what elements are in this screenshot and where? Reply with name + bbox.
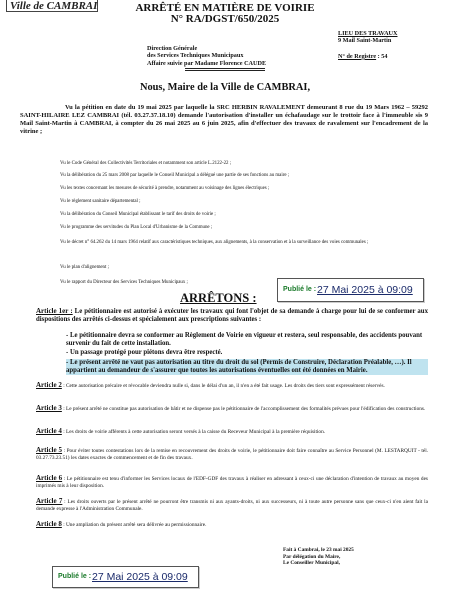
legal-basis-item: Vu les textes concernant les mesures de sécurité à prendre, notamment au voisinage des lignes électriques ; [60,186,270,191]
case-handler: Affaire suivie par Madame Florence CAUDE [147,59,267,67]
article-5 [36,447,428,461]
prescription-item: - Le pétitionnaire devra se conformer au Règlement de Voirie en vigueur et restera, seul responsable, des accidents pouvant survenir du fait de cette installation. [66,332,423,348]
legal-basis-item: Vu la délibération du 25 mars 2008 par laquelle le Conseil Municipal a délégué une partie de ses fonctions au maire ; [60,173,290,178]
article-label: Article 8 [36,520,62,528]
article-text: Le pétitionnaire est autorisé à exécuter les travaux qui font l'objet de sa demande à charge pour lui de se conformer aux dispositions des arrêtés ci-dessus et spécialement aux prescriptions suivantes : [36,308,428,324]
department-block [147,45,266,67]
article-label: Article 7 [36,497,63,505]
article-2 [36,382,428,390]
article-text: : Une ampliation du présent arrêté sera délivrée au permissionnaire. [63,522,207,528]
publication-label: Publié le : [58,573,92,580]
legal-basis-item: Vu la délibération du Conseil Municipal établissant le tarif des droits de voirie ; [60,212,216,217]
article-text: : Cette autorisation précaire et révocable deviendra nulle si, dans le délai d'un an, il n'en a été fait usage. Les droits des tiers sont expressément réservés. [63,383,385,389]
registry-value: : 54 [377,52,388,60]
legal-basis-item: Vu le décret n° 64.262 du 14 mars 1964 relatif aux caractéristiques techniques, aux alignements, à la conservation et à la surveillance des voies communales ; [60,240,369,245]
registry-label: N° de Registre [338,52,377,60]
article-label: Article 6 [36,474,63,482]
article-text: : Les droits ouverts par le présent arrêté ne pourront être transmis ni aux ayants-droits, ni aux successeurs, ni à toute autre personne sans que ceux-ci n'en aient fait la demande expresse à l'Administration Communale. [36,499,428,512]
legal-basis-item: Vu le rapport du Directeur des Services Techniques Municipaux ; [60,280,188,285]
works-location-block [338,30,398,60]
prescription-item: - Un passage protégé pour piétons devra être respecté. [66,349,223,356]
article-text: : Les droits de voirie afférents à cette autorisation seront versés à la caisse du Receveur Municipal à la première réquisition. [63,429,326,435]
legal-basis-item: Vu le programme des servitudes du Plan Local d'Urbanisme de la Commune ; [60,225,213,230]
article-8 [36,521,276,529]
article-label: Article 3 [36,404,62,412]
publication-stamp [52,566,199,588]
signature-place-date: Fait à Cambrai, le 23 mai 2025 [283,547,354,553]
legal-basis-item: Vu le Code Général des Collectivités Territoriales et notamment son article L.2122-22 ; [60,161,232,166]
article-3 [36,405,428,413]
permit-notice-highlight: - Le présent arrêté ne vaut pas autorisation au titre du droit du sol (Permis de Construire, Déclaration Préalable, …). Il appartient au demandeur de s'assurer que toutes les autorisations éventuelles ont été données en Mairie. [66,359,428,375]
document-title: ARRÊTÉ EN MATIÈRE DE VOIRIE [135,2,315,14]
legal-basis-item: Vu le plan d'alignement ; [60,265,109,270]
logo-text: Ville de CAMBRAI [10,0,98,12]
article-7 [36,498,428,512]
article-1 [36,307,428,324]
separator-line [185,68,265,69]
article-4 [36,428,428,436]
legal-basis-item: Vu le règlement sanitaire départemental ; [60,199,141,204]
decree-heading: ARRÊTONS : [180,291,257,305]
works-location-label: LIEU DES TRAVAUX [338,30,398,37]
publication-label: Publié le : [283,286,317,293]
article-text: : Le présent arrêté ne constitue pas autorisation de bâtir et ne dispense pas le pétitionnaire de l'accomplissement des formalités prévues pour l'édification des constructions. [63,406,426,412]
department-line-2: des Services Techniques Municipaux [147,52,244,60]
publication-date: 27 Mai 2025 à 09:09 [317,284,413,296]
article-label: Article 1er : [36,307,73,315]
registry-number [338,53,398,60]
department-line-1: Direction Générale [147,45,198,52]
signature-title: Le Conseiller Municipal, [283,560,340,567]
document-number: N° RA/DGST/650/2025 [170,13,280,25]
article-label: Article 4 [36,427,62,435]
separator-line-2 [185,70,265,71]
mayor-heading: Nous, Maire de la Ville de CAMBRAI, [139,82,311,93]
signature-block [283,547,354,567]
publication-date: 27 Mai 2025 à 09:09 [92,571,188,583]
petition-paragraph: Vu la pétition en date du 19 mai 2025 par laquelle la SRC HERBIN RAVALEMENT demeurant 8 rue du 19 Mars 1962 – 59292 SAINT-HILAIRE LEZ CAMBRAI (tél. 03.27.37.18.10) demande l'autorisation d'installer un échafaudage sur le trottoir face à l'immeuble sis 9 Mail Saint-Martin à CAMBRAI, à compter du 26 mai 2025 au 6 juin 2025, afin d'effectuer des travaux de ravalement sur l'encadrement de la vitrine ; [20,104,428,135]
works-location-value: 9 Mail Saint-Martin [338,37,392,45]
article-6 [36,475,428,489]
article-text: : Pour éviter toutes contestations lors de la remise en recouvrement des droits de voirie, le pétitionnaire doit faire connaître au Service Personnel (M. LESTARQUIT - tél. 03.27.73.23.51) les dates exactes de commencement et de fin des travaux. [36,448,428,461]
signature-delegation: Par délégation du Maire, [283,553,341,560]
article-label: Article 5 [36,446,63,454]
article-text: : Le pétitionnaire est tenu d'informer les Services locaux de l'EDF-GDF des travaux à réaliser en adressant à ceux-ci une déclaration d'intention de travaux au moyen des imprimés mis à leur disposition. [36,476,428,489]
publication-stamp [277,278,424,302]
article-label: Article 2 [36,381,62,389]
